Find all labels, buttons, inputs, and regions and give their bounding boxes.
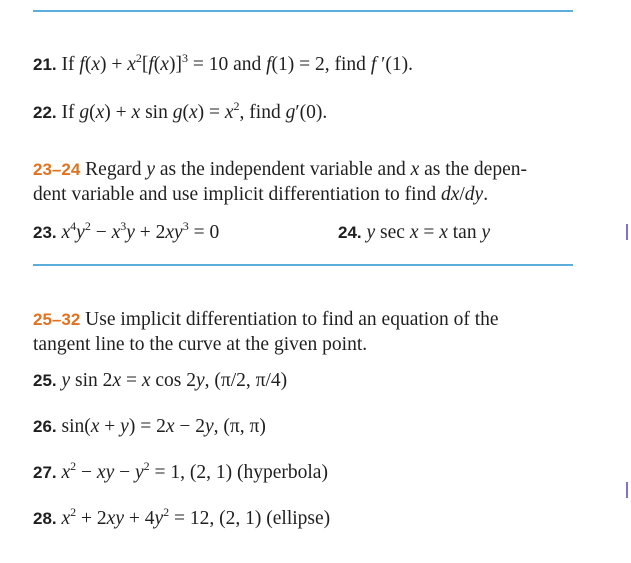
divider-top xyxy=(33,10,573,12)
margin-bracket-mark xyxy=(626,482,631,498)
section-23-24-instructions-line-2: dent variable and use implicit differentiation to find dx/dy. xyxy=(33,184,489,205)
problem-25: 25. y sin 2x = x cos 2y, (π/2, π/4) xyxy=(33,370,288,391)
problem-26: 26. sin(x + y) = 2x − 2y, (π, π) xyxy=(33,416,266,437)
problem-28: 28. $x^2 + 2xy + 4y^2 = 12$, (2, 1) (ellipse) xyxy=(33,505,331,529)
problem-number: 26. xyxy=(33,417,57,436)
margin-bracket-mark xyxy=(626,224,631,240)
problem-number: 23. xyxy=(33,223,57,242)
problem-number: 22. xyxy=(33,103,57,122)
section-25-32-instructions-line-2: tangent line to the curve at the given point. xyxy=(33,334,368,355)
problem-number: 28. xyxy=(33,509,57,528)
problem-number: 21. xyxy=(33,55,57,74)
problem-number: 25. xyxy=(33,371,57,390)
section-range: 25–32 xyxy=(33,310,81,329)
problem-number: 24. xyxy=(338,223,362,242)
divider-middle xyxy=(33,264,573,266)
problem-24: 24. y sec x = x tan y xyxy=(338,222,491,243)
problem-number: 27. xyxy=(33,463,57,482)
problem-22: 22. If g(x) + x $\sin g(x) = x^2$, find g′(0). xyxy=(33,99,328,123)
section-25-32-instructions-line-1: 25–32 Use implicit differentiation to find an equation of the xyxy=(33,309,499,330)
problem-23: 23. $x^4y^2 - x^3y + 2xy^3 = 0$ xyxy=(33,219,220,243)
section-23-24-instructions-line-1: 23–24 Regard y as the independent variable and x as the depen- xyxy=(33,159,527,180)
section-range: 23–24 xyxy=(33,160,81,179)
problem-21: 21. If $f(x) + x^2[f(x)]^3 = 10$ and f(1) = 2, find f ′(1). xyxy=(33,51,413,75)
problem-27: 27. $x^2$ − xy − $y^2 = 1$, (2, 1) (hyperbola) xyxy=(33,459,328,483)
